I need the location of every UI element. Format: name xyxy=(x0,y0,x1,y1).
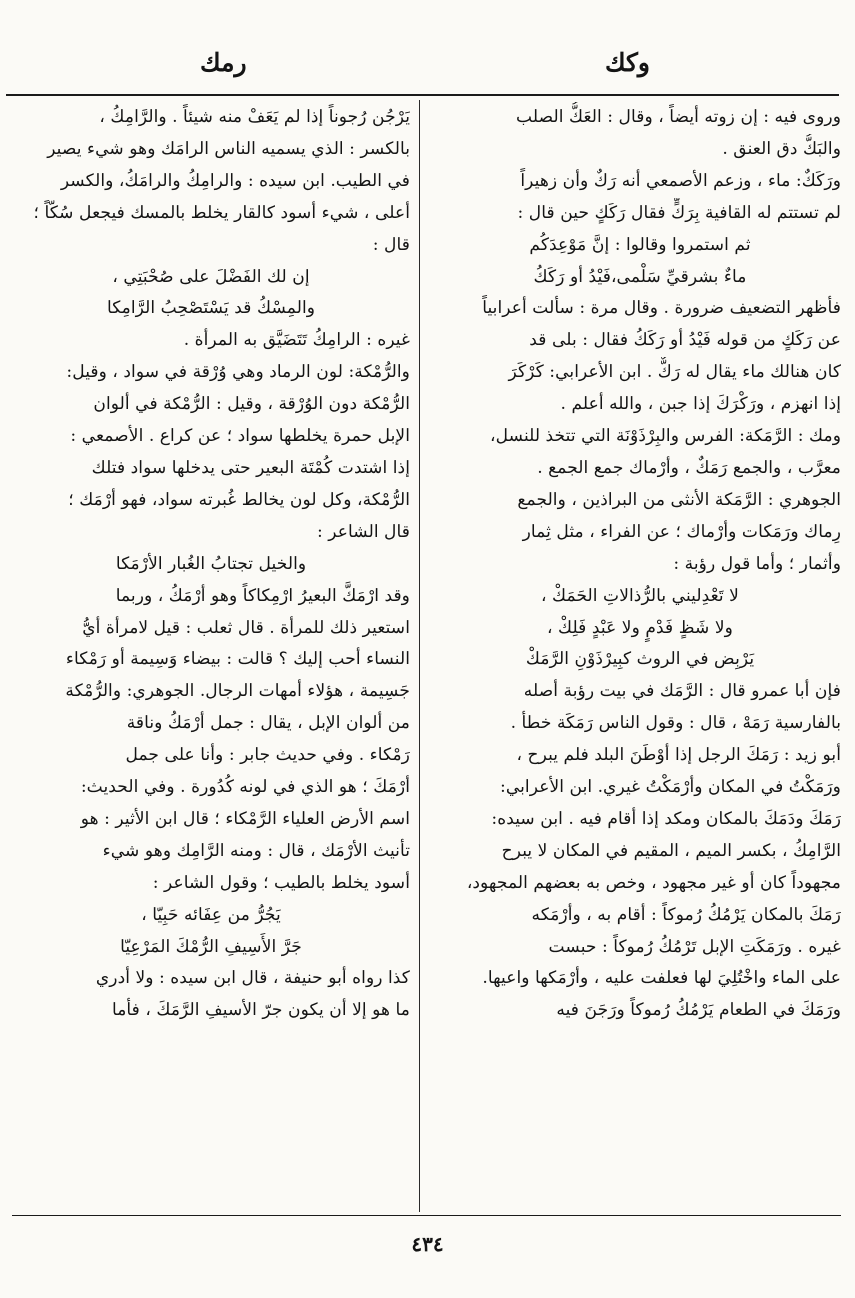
text-line: ما هو إلا أن يكون جرّ الأسيفِ الرَّمَكَ ، فأما xyxy=(111,1000,410,1021)
text-line: وأثمار ؛ وأما قول رؤبة : xyxy=(673,553,841,574)
text-line: ومك : الرَّمَكة: الفرس والبِرْذَوْنَة التي تتخذ للنسل، xyxy=(490,426,841,447)
text-line: يَجُرُّ من عِفَائه حَبِيّا ، xyxy=(141,904,281,925)
text-line: النساء أحب إليك ؟ قالت : بيضاء وَسِيمة أو رَمْكاء xyxy=(65,649,410,670)
text-line: وقد ارْمَكَّ البعيرُ ارْمِكاكاً وهو أرْمَكُ ، وربما xyxy=(115,585,410,606)
text-line: رَمَكَ ودَمَكَ بالمكان ومكد إذا أقام فيه . ابن سيده: xyxy=(491,808,841,829)
text-line: الإبل حمرة يخلطها سواد ؛ عن كراع . الأصمعي : xyxy=(70,426,410,447)
text-line: الرُّمْكة دون الوُرْقة ، وقيل : الرُّمْكة في ألوان xyxy=(93,394,410,415)
text-line: ثم استمروا وقالوا : إنَّ مَوْعِدَكُم xyxy=(529,234,751,255)
text-line: ماءٌ بشرقيِّ سَلْمى،فَيْدُ أو رَكَكُ xyxy=(533,266,747,287)
text-line: يَرْجُن رُجوناً إذا لم يَعَفْ منه شيئاً . والرَّامِكُ ، xyxy=(99,107,410,127)
text-line: لا تَعْدِليني بالرُّذالاتِ الحَمَكْ ، xyxy=(541,585,739,606)
text-line: من ألوان الإبل ، يقال : جمل أرْمَكُ وناقة xyxy=(126,713,410,734)
text-line: ورَمَكْتُ في المكان وأرْمَكْتُ غيري. ابن الأعرابي: xyxy=(500,777,841,798)
text-line: والمِسْكُ قد يَسْتَصْحِبُ الرَّامِكا xyxy=(106,298,316,319)
text-line: رَمَكَ بالمكان يَرْمُكُ رُموكاً : أقام به ، وأرْمَكه xyxy=(531,904,841,925)
text-line: والبَكُّ دق العنق . xyxy=(722,138,841,159)
text-line: تأنيث الأرْمَك ، قال : ومنه الرَّامِك وهو شيء xyxy=(102,840,410,861)
text-line: إذا اشتدت كُمْتَة البعير حتى يدخلها سواد فتلك xyxy=(91,457,410,478)
text-line: بالكسر : الذي يسميه الناس الرامَك وهو شيء يصير xyxy=(47,138,410,159)
text-line: أسود يخلط بالطيب ؛ وقول الشاعر : xyxy=(152,872,410,893)
text-line: في الطيب. ابن سيده : والرامِكُ والرامَكُ، والكسر xyxy=(60,170,410,191)
text-line: الجوهري : الرَّمَكة الأنثى من البراذين ، والجمع xyxy=(517,489,841,510)
text-line: والرُّمْكة: لون الرماد وهي وُرْقة في سواد ، وقيل: xyxy=(66,362,410,383)
text-line: قال : xyxy=(372,234,410,255)
text-line: إن لك الفَضْلَ على صُحْبَتِي ، xyxy=(112,266,310,287)
text-line: الرَّامِكُ ، بكسر الميم ، المقيم في المكان لا يبرح xyxy=(501,840,841,861)
text-line: مجهوداً كان أو غير مجهود ، وخص به بعضهم المجهود، xyxy=(466,872,841,893)
text-line: فأظهر التضعيف ضرورة . وقال مرة : سألت أعرابياً xyxy=(482,298,841,319)
text-line: والخيل تجتابُ الغُبار الأرْمَكا xyxy=(115,553,307,574)
text-line: الرُّمْكة، وكل لون يخالط غُبرته سواد، فهو أرْمَك ؛ xyxy=(68,489,410,510)
column-divider xyxy=(419,100,420,1212)
text-line: إذا انهزم ، ورَكْرَكَ إذا جبن ، والله أعلم . xyxy=(560,394,841,415)
text-line: كان هنالك ماء يقال له رَكٌّ . ابن الأعرابي: كَرْكَرَ xyxy=(508,362,841,383)
text-line: معرَّب ، والجمع رَمَكٌ ، وأرْماك جمع الجمع . xyxy=(537,457,841,478)
page-number: ٤٣٤ xyxy=(411,1232,444,1256)
text-line: رِماك ورَمَكات وأرْماك ؛ عن الفراء ، مثل ثِمار xyxy=(522,521,841,542)
text-line: قال الشاعر : xyxy=(317,521,410,542)
text-line: جَرَّ الأَسِيفِ الرُّمْكَ المَرْعِيّا xyxy=(120,936,302,957)
bottom-rule xyxy=(12,1215,841,1216)
text-line: عن رَكَكٍ من قوله فَيْدُ أو رَكَكُ فقال : بلى قد xyxy=(529,330,841,351)
text-line: غيره . ورَمَكَتِ الإبل تَرْمُكُ رُموكاً : حبست xyxy=(548,936,841,957)
left-column xyxy=(12,102,410,1212)
text-line: أبو زيد : رَمَكَ الرجل إذا أوْطَنَ البلد فلم يبرح ، xyxy=(516,745,841,766)
text-line: ورَكَكٌ: ماء ، وزعم الأصمعي أنه رَكٌ وأن زهيراً xyxy=(520,170,841,191)
text-line: بالفارسية رَمَهْ ، قال : وقول الناس رَمَكَة خطأ . xyxy=(510,713,841,734)
top-rule xyxy=(6,94,839,96)
text-line: رَمْكاء . وفي حديث جابر : وأنا على جمل xyxy=(125,745,410,766)
text-line: فإن أبا عمرو قال : الرَّمَك في بيت رؤبة أصله xyxy=(523,681,841,702)
right-column xyxy=(439,102,841,1212)
text-line: على الماء واخْتُلِيَ لها فعلفت عليه ، وأرْمَكها واعيها. xyxy=(482,968,841,989)
text-line: ولا شَظٍ فَدْمٍ ولا عَبْدٍ فَلِكْ ، xyxy=(547,617,733,638)
text-line: لم تستتم له القافية بِرَكٍّ فقال رَكَكٍ حين قال : xyxy=(517,202,841,223)
text-line: يَرْبِض في الروث كبِيرْذَوْنِ الرَّمَكْ xyxy=(525,649,755,670)
text-line: جَسِيمة ، هؤلاء أمهات الرجال. الجوهري: والرُّمْكة xyxy=(65,681,410,702)
header-left-word: رمك xyxy=(200,48,247,77)
text-line: أرْمَكَ ؛ هو الذي في لونه كُدُورة . وفي الحديث: xyxy=(80,777,410,798)
text-line: اسم الأرض العلياء الرَّمْكاء ؛ قال ابن الأثير : هو xyxy=(80,808,410,829)
header-right-word: وكك xyxy=(604,48,650,77)
text-line: ورَمَكَ في الطعام يَرْمُكُ رُموكاً ورَجَنَ فيه xyxy=(556,1000,841,1021)
text-line: وروى فيه : إن زوته أيضاً ، وقال : العَكُّ الصلب xyxy=(516,107,841,127)
text-line: غيره : الرامِكُ تَتَضَيَّق به المرأة . xyxy=(183,330,410,351)
text-line: أعلى ، شيء أسود كالقار يخلط بالمسك فيجعل سُكّاً ؛ xyxy=(33,202,410,223)
text-line: استعير ذلك للمرأة . قال ثعلب : قيل لامرأة أيُّ xyxy=(82,617,410,638)
text-line: كذا رواه أبو حنيفة ، قال ابن سيده : ولا أدري xyxy=(95,968,410,989)
